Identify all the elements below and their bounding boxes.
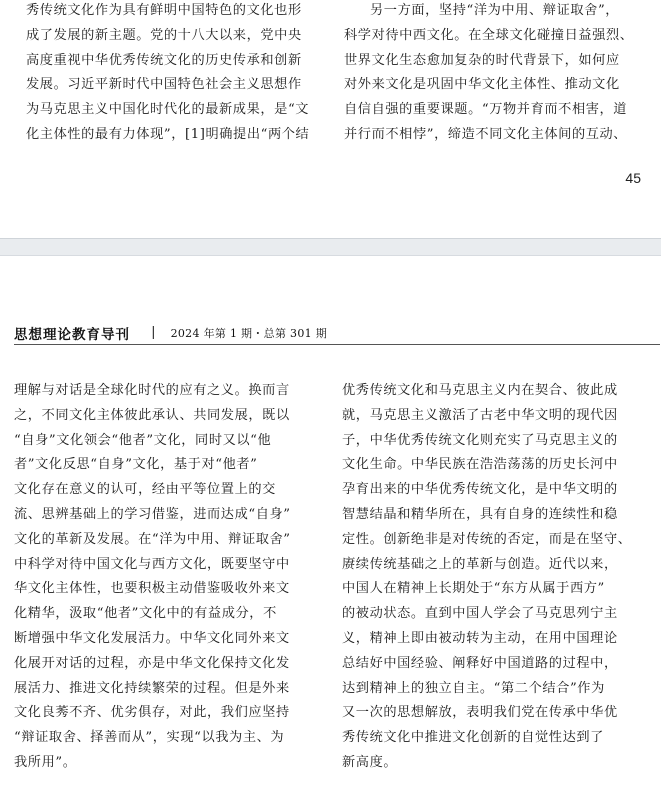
text-line: “自身”文化领会“他者”文化，同时又以“他 xyxy=(14,432,272,448)
text-line: 化展开对话的过程，亦是中华文化保持文化发 xyxy=(14,655,290,671)
bottom-left-column xyxy=(14,379,309,776)
text-line: 展活力、推进文化持续繁荣的过程。但是外来 xyxy=(14,680,290,696)
page-number: 45 xyxy=(625,170,641,186)
page-gap xyxy=(0,238,661,256)
text-line: 理解与对话是全球化时代的应有之义。换而言 xyxy=(14,383,290,398)
text-line: 中国人在精神上长期处于“东方从属于西方” xyxy=(342,581,605,597)
text-line: 我所用”。 xyxy=(14,754,77,770)
top-right-column xyxy=(344,0,644,148)
text-line: 孕育出来的中华优秀传统文化，是中华文明的 xyxy=(342,482,618,498)
running-header xyxy=(14,322,654,344)
text-line: 为马克思主义中国化时代化的最新成果，是“文 xyxy=(26,102,310,118)
journal-title: 思想理论教育导刊 xyxy=(14,326,130,343)
text-line: 流、思辨基础上的学习借鉴，进而达成“自身” xyxy=(14,506,291,522)
text-line: 科学对待中西文化。在全球文化碰撞日益强烈、 xyxy=(344,27,634,43)
text-line: 高度重视中华优秀传统文化的历史传承和创新 xyxy=(26,52,302,68)
text-line: 赓续传统基础之上的革新与创造。近代以来， xyxy=(342,556,618,572)
text-line: 新高度。 xyxy=(342,754,398,770)
text-line: 华文化主体性，也要积极主动借鉴吸收外来文 xyxy=(14,581,290,597)
text-line: 自信自强的重要课题。“万物并育而不相害，道 xyxy=(344,102,628,118)
text-line: 文化的革新及发展。在“洋为中用、辩证取舍” xyxy=(14,531,291,547)
text-line: 世界文化生态愈加复杂的时代背景下，如何应 xyxy=(344,52,620,68)
text-line: 智慧结晶和精华所在，具有自身的连续性和稳 xyxy=(342,506,618,522)
text-line: 秀传统文化中推进文化创新的自觉性达到了 xyxy=(342,730,604,746)
text-line: 之，不同文化主体彼此承认、共同发展，既以 xyxy=(14,407,290,423)
text-line: 文化良莠不齐、优劣俱存，对此，我们应坚持 xyxy=(14,705,290,721)
text-line: 子，中华优秀传统文化则充实了马克思主义的 xyxy=(342,432,618,448)
header-rule xyxy=(14,344,660,345)
text-line: 化精华，汲取“他者”文化中的有益成分，不 xyxy=(14,606,277,622)
text-line: “辩证取舍、择善而从”，实现“以我为主、为 xyxy=(14,730,285,746)
text-line: 总结好中国经验、阐释好中国道路的过程中， xyxy=(342,655,618,671)
text-line: 的被动状态。直到中国人学会了马克思列宁主 xyxy=(342,606,618,622)
text-line: 中科学对待中国文化与西方文化，既要坚守中 xyxy=(14,556,290,572)
bottom-right-column xyxy=(342,379,647,776)
issue-info: 2024 年第 1 期・总第 301 期 xyxy=(170,326,328,340)
text-line: 义，精神上即由被动转为主动，在用中国理论 xyxy=(342,630,618,646)
text-line: 对外来文化是巩固中华文化主体性、推动文化 xyxy=(344,77,620,93)
text-line: 定性。创新绝非是对传统的否定，而是在坚守、 xyxy=(342,531,632,547)
text-line: 者”文化反思“自身”文化，基于对“他者” xyxy=(14,457,258,473)
text-line: 另一方面，坚持“洋为中用、辩证取舍”， xyxy=(370,3,620,18)
text-line: 化主体性的最有力体现”，[1]明确提出“两个结 xyxy=(26,126,310,142)
text-line: 就，马克思主义激活了古老中华文明的现代因 xyxy=(342,407,618,423)
text-line: 又一次的思想解放，表明我们党在传承中华优 xyxy=(342,705,618,721)
text-line: 秀传统文化作为具有鲜明中国特色的文化也形 xyxy=(26,3,302,18)
page-46 xyxy=(0,256,661,788)
top-left-column xyxy=(26,0,314,148)
text-line: 文化生命。中华民族在浩浩荡荡的历史长河中 xyxy=(342,457,618,473)
text-line: 断增强中华文化发展活力。中华文化同外来文 xyxy=(14,630,290,646)
text-line: 发展。习近平新时代中国特色社会主义思想作 xyxy=(26,77,302,93)
header-separator: | xyxy=(151,325,156,340)
text-line: 文化存在意义的认可，经由平等位置上的交 xyxy=(14,482,276,498)
text-line: 并行而不相悖”，缔造不同文化主体间的互动、 xyxy=(344,126,628,142)
page-45 xyxy=(0,0,661,238)
text-line: 达到精神上的独立自主。“第二个结合”作为 xyxy=(342,680,605,696)
text-line: 优秀传统文化和马克思主义内在契合、彼此成 xyxy=(342,383,618,398)
text-line: 成了发展的新主题。党的十八大以来，党中央 xyxy=(26,27,302,43)
